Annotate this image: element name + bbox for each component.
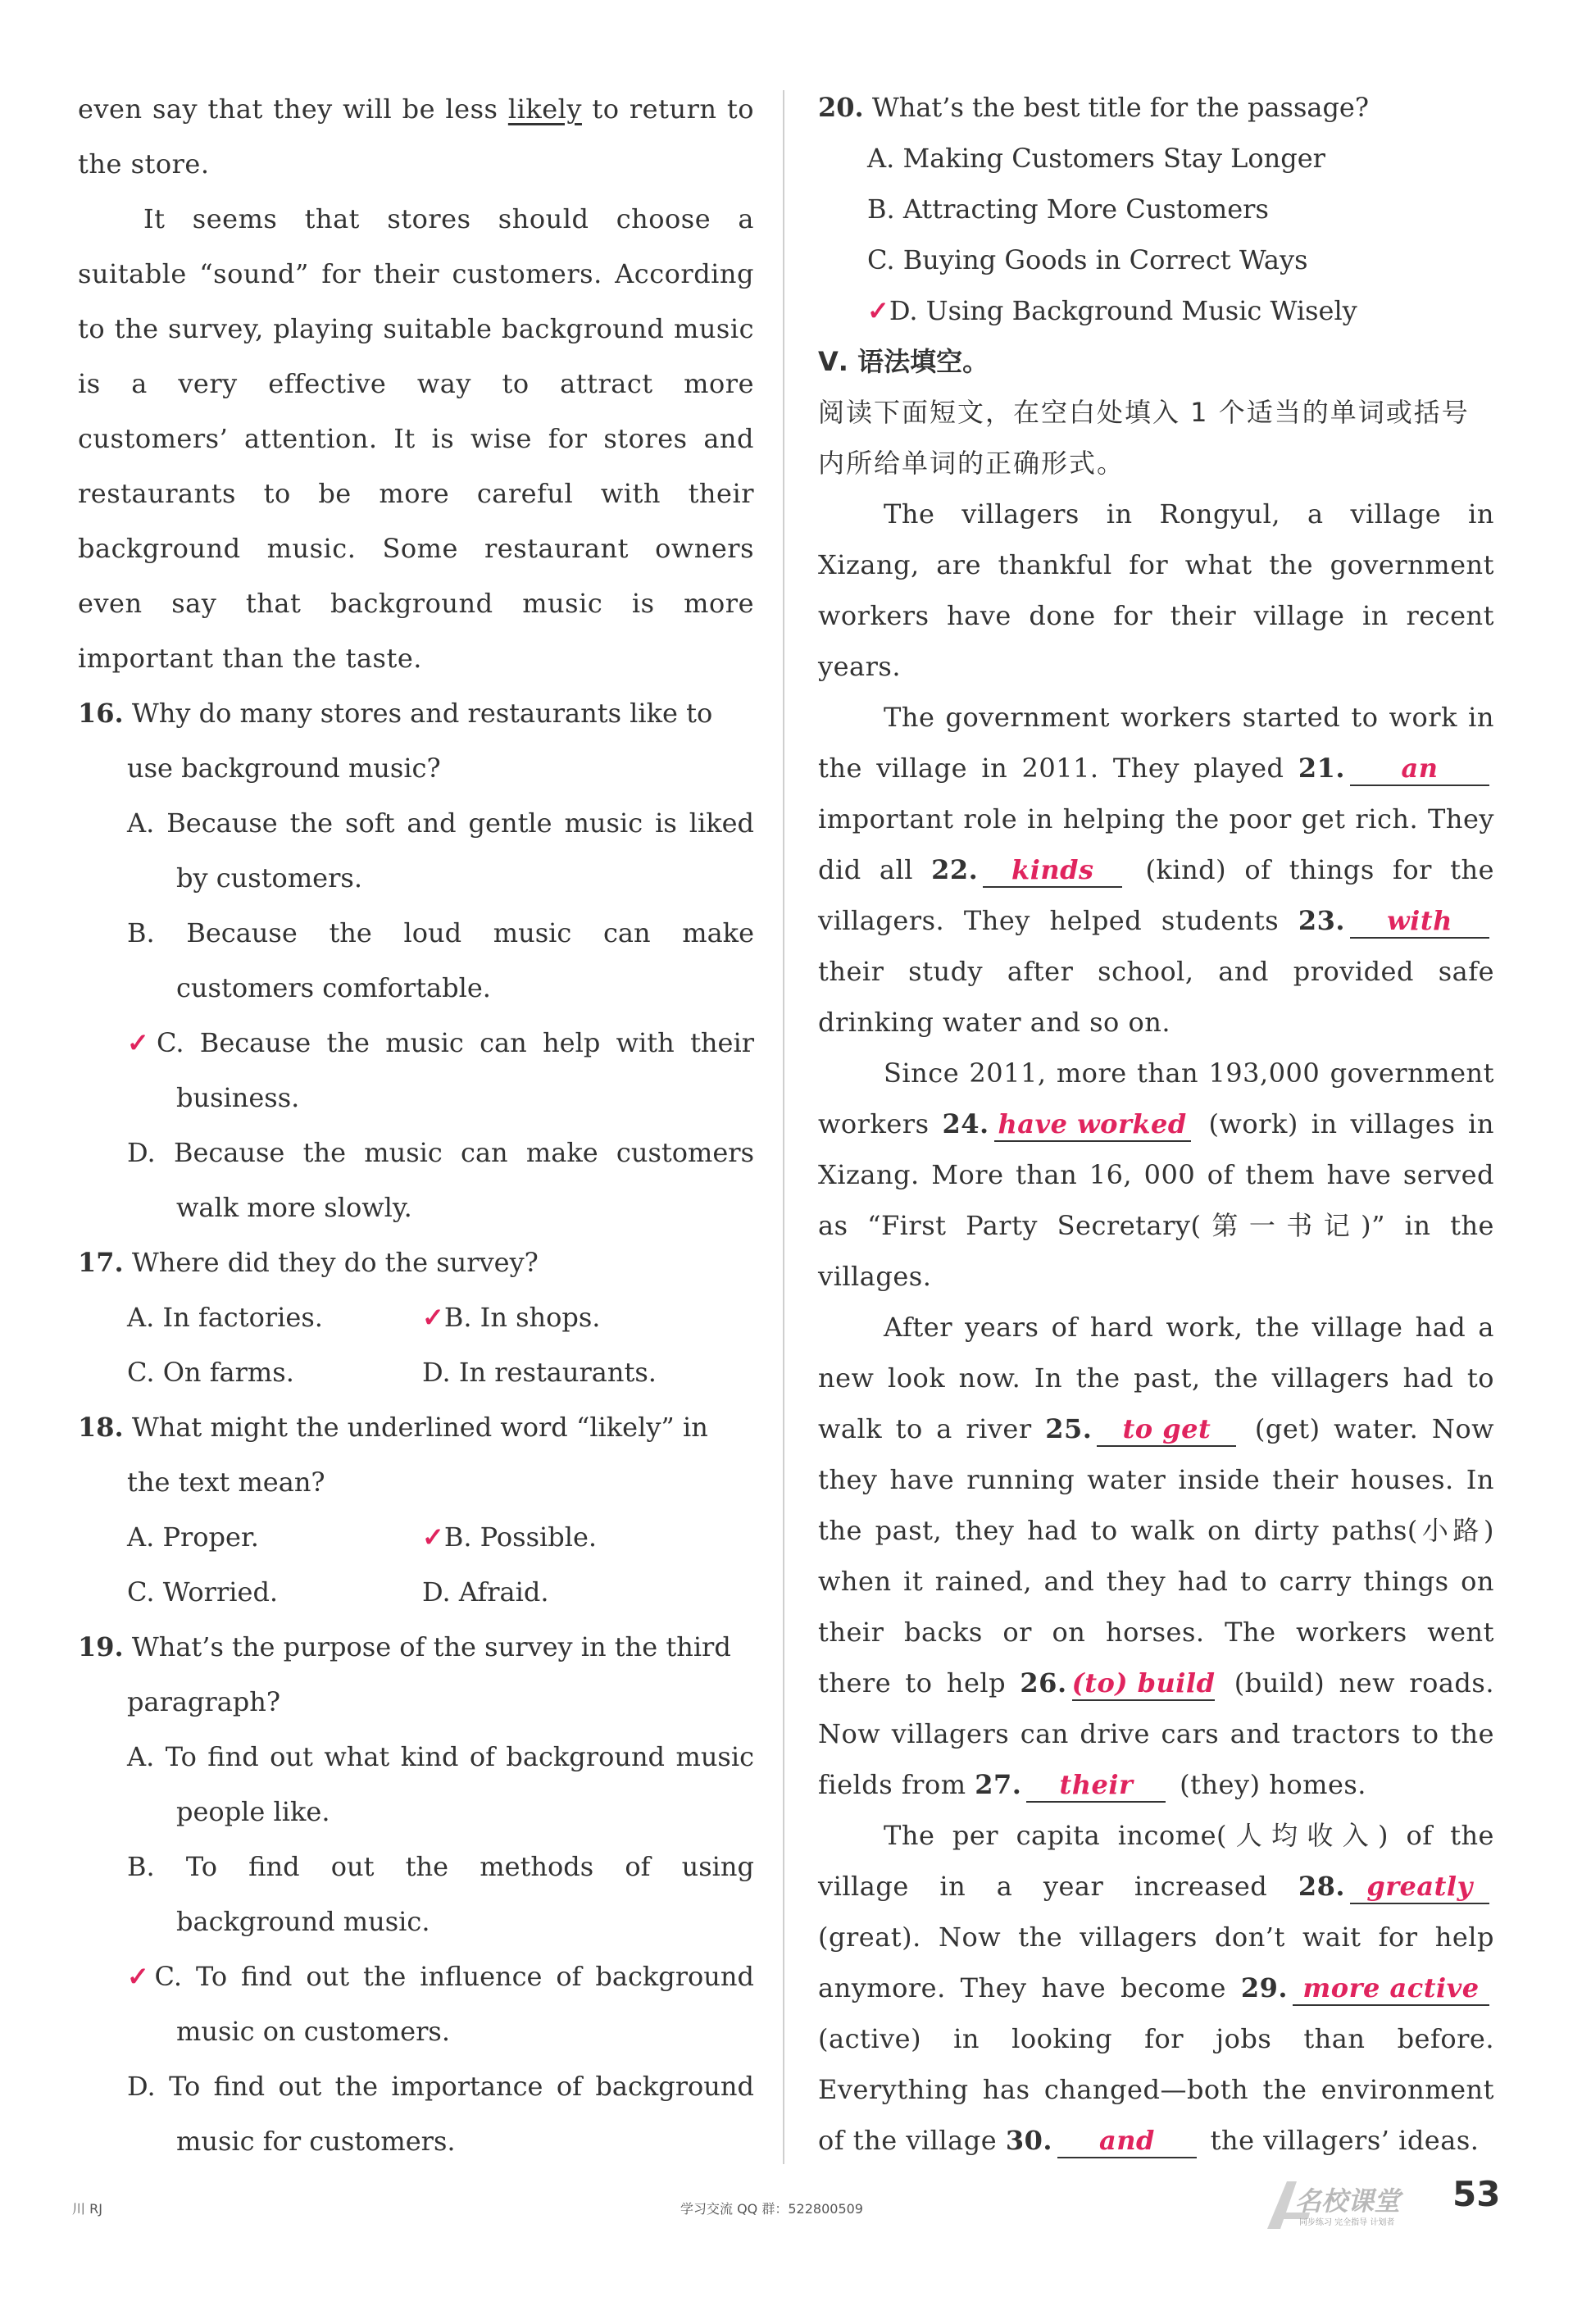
question-number: 20. (818, 92, 864, 123)
answer-blank-22[interactable]: kinds (983, 853, 1122, 888)
question-19 (78, 1620, 754, 2169)
option-b: ✓B. Possible. (422, 1521, 598, 1553)
question-stem: What’s the best title for the passage? (871, 92, 1370, 123)
option-d: ✓D. Using Background Music Wisely (867, 295, 1357, 326)
answer-blank-24[interactable]: have worked (994, 1107, 1191, 1142)
checkmark-icon: ✓ (127, 1961, 155, 1992)
option-a: A. To find out what kind of background music people like. (127, 1741, 754, 1827)
question-number: 16. (78, 698, 124, 729)
passage-paragraph: The government workers started to work in the village in 2011. They played 21. an important role in helping the poor get rich. They did all 22. kinds (kind) of things for the villagers. They helped students 23. with their study after school, and provided safe drinking water and so on. (818, 702, 1495, 1038)
question-number: 19. (78, 1631, 124, 1662)
page-number: 53 (1452, 2174, 1501, 2214)
answer-blank-23[interactable]: with (1350, 904, 1489, 939)
option-a: A. Because the soft and gentle music is liked by customers. (127, 807, 754, 894)
option-b: B. To find out the methods of using background music. (127, 1851, 754, 1937)
publisher-logo-subtitle: 同步练习 完全指导 计划者 (1299, 2218, 1395, 2227)
passage-paragraph: even say that they will be less likely to return to the store. (78, 93, 755, 180)
left-column (78, 82, 754, 2169)
option-c: ✓C. To find out the influence of background music on customers. (127, 1961, 755, 2047)
right-column (818, 82, 1494, 2166)
option-a: A. Making Customers Stay Longer (867, 143, 1325, 174)
passage-paragraph: After years of hard work, the village had a new look now. In the past, the villagers had to walk to a river 25. to get (get) water. Now they have running water inside their houses. In the past, they had to walk on dirty paths(小路) when it rained, and they had to carry things on their backs or on horses. The workers went there to help 26. (to) build (build) new roads. Now villagers can drive cars and tractors to the fields from 27. their (they) homes. (818, 1302, 1494, 1810)
passage-paragraph: Since 2011, more than 193,000 government workers 24. have worked (work) in villages in Xizang. More than 16, 000 of them have served as “First Party Secretary(第一书记)” in the villages. (818, 1057, 1495, 1292)
passage-paragraph: The per capita income(人均收入) of the village in a year increased 28. greatly (great). Now the villagers don’t wait for help anymore. They have become 29. more active (active) in looking for jobs than before. Everything has changed—both the environment of the village 30. and the villagers’ ideas. (818, 1810, 1494, 2166)
question-number: 17. (78, 1247, 124, 1278)
option-a: A. In factories. (127, 1302, 323, 1333)
section-title: Ⅴ. 语法填空。 (818, 346, 989, 377)
question-18 (78, 1400, 754, 1620)
option-c: C. Worried. (127, 1576, 279, 1608)
option-d: D. Afraid. (422, 1576, 549, 1608)
option-c: ✓C. Because the music can help with their business. (127, 1027, 755, 1113)
checkmark-icon: ✓ (867, 295, 889, 326)
passage-paragraph: The villagers in Rongyul, a village in Xizang, are thankful for what the government workers have done for their village in recent years. (818, 498, 1494, 682)
section-instruction: 阅读下面短文，在空白处填入 1 个适当的单词或括号内所给单词的正确形式。 (818, 397, 1470, 479)
answer-blank-29[interactable]: more active (1293, 1972, 1489, 2006)
answer-blank-21[interactable]: an (1350, 752, 1489, 786)
option-b: B. Because the loud music can make customers comfortable. (127, 917, 754, 1003)
option-c: C. On farms. (127, 1357, 294, 1388)
option-d: D. In restaurants. (422, 1357, 657, 1388)
footer-edition: 川 RJ (72, 2201, 102, 2217)
answer-blank-27[interactable]: their (1026, 1768, 1166, 1803)
footer-qq-group: 学习交流 QQ 群：522800509 (680, 2201, 863, 2217)
option-c: C. Buying Goods in Correct Ways (867, 244, 1308, 275)
question-stem: Why do many stores and restaurants like to use background music? (127, 698, 713, 784)
question-number: 18. (78, 1412, 124, 1443)
answer-blank-30[interactable]: and (1057, 2124, 1197, 2158)
option-d: D. To find out the importance of background music for customers. (127, 2071, 754, 2157)
answer-blank-25[interactable]: to get (1097, 1412, 1236, 1447)
column-divider (783, 90, 784, 2164)
option-b: ✓B. In shops. (422, 1302, 601, 1333)
option-b: B. Attracting More Customers (867, 193, 1269, 225)
question-17 (78, 1235, 754, 1400)
answer-blank-28[interactable]: greatly (1350, 1870, 1489, 1904)
checkmark-icon: ✓ (422, 1521, 444, 1553)
question-stem: What’s the purpose of the survey in the third paragraph? (127, 1631, 731, 1717)
option-d: D. Because the music can make customers walk more slowly. (127, 1137, 754, 1223)
publisher-logo-text: 名校课堂 (1295, 2185, 1401, 2217)
question-stem: What might the underlined word “likely” in the text mean? (127, 1412, 708, 1498)
answer-blank-26[interactable]: (to) build (1072, 1667, 1216, 1701)
checkmark-icon: ✓ (422, 1302, 444, 1333)
underlined-word: likely (507, 93, 582, 125)
passage-paragraph: It seems that stores should choose a suitable “sound” for their customers. According to the survey, playing suitable background music is a very effective way to attract more customers’ attention. It is wise for stores and restaurants to be more careful with their background music. Some restaurant owners even say that background music is more important than the taste. (78, 203, 754, 674)
question-stem: Where did they do the survey? (131, 1247, 539, 1278)
question-16 (78, 686, 754, 1235)
option-a: A. Proper. (127, 1521, 259, 1553)
checkmark-icon: ✓ (127, 1027, 157, 1058)
question-20 (818, 82, 1494, 336)
